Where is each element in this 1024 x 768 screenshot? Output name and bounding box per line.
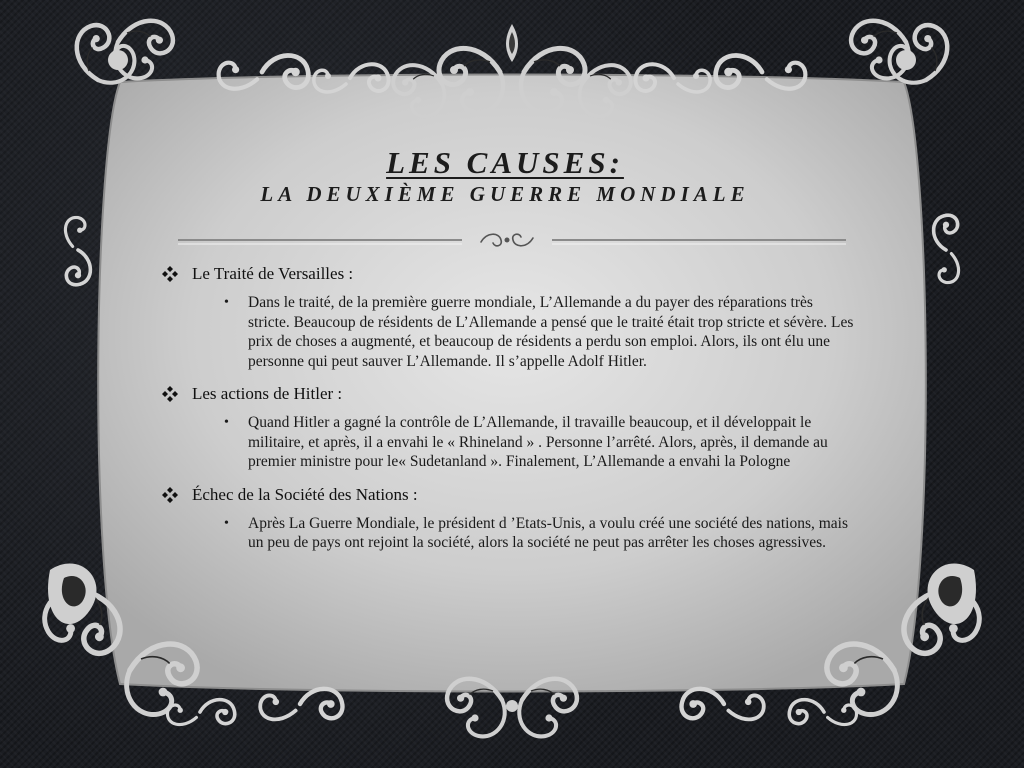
slide-title: LES CAUSES: — [386, 145, 624, 180]
section-heading: Les actions de Hitler : — [192, 384, 343, 403]
bullet-text: Après La Guerre Mondiale, le président d ’Etats-Unis, a voulu créé une société des nations, mais un peu de pays ont rejoint la société, alors la société ne peut pas arrêter les choses agressives. — [248, 514, 849, 551]
diamond-quad-icon — [162, 266, 178, 282]
list-item — [224, 293, 862, 371]
top-left-corner-ornament — [77, 21, 173, 83]
bullet-text: Dans le traité, de la première guerre mondiale, L’Allemande a du payer des réparations très stricte. Beaucoup de résidents de L’Allemande a pensé que le traité était trop stricte et sévère. Les prix de choses a augmenté, et beaucoup de résidents a perdu son emploi. Alors, ils ont élu une personne qui peut sauver L’Allemande. Il s’appelle Adolf Hitler. — [248, 294, 854, 370]
dot-bullet-icon: • — [224, 515, 229, 531]
list-item — [224, 514, 862, 553]
section-heading: Le Traité de Versailles : — [192, 264, 354, 283]
top-right-corner-ornament — [851, 21, 947, 83]
section-echec-societe-des-nations — [162, 484, 862, 553]
list-item — [224, 413, 862, 472]
section-actions-de-hitler — [162, 383, 862, 472]
dot-bullet-icon: • — [224, 295, 229, 310]
section-traite-de-versailles — [162, 263, 862, 371]
diamond-quad-icon — [162, 386, 178, 402]
slide-subtitle: LA DEUXIÈME GUERRE MONDIALE — [260, 182, 750, 206]
dot-bullet-icon: • — [224, 415, 229, 430]
section-heading: Échec de la Société des Nations : — [192, 484, 418, 504]
diamond-quad-icon — [162, 487, 178, 503]
bullet-text: Quand Hitler a gagné la contrôle de L’Allemande, il travaille beaucoup, et il développait le militaire, et après, il a envahi le « Rhineland » . Personne l’arrêté. Alors, après, il demande au premier ministre pour le« Sudetanland ». Finalement, L’Allemande a envahi la Pologne — [248, 414, 828, 470]
slide-title-block — [160, 146, 850, 207]
slide-content — [162, 263, 862, 565]
